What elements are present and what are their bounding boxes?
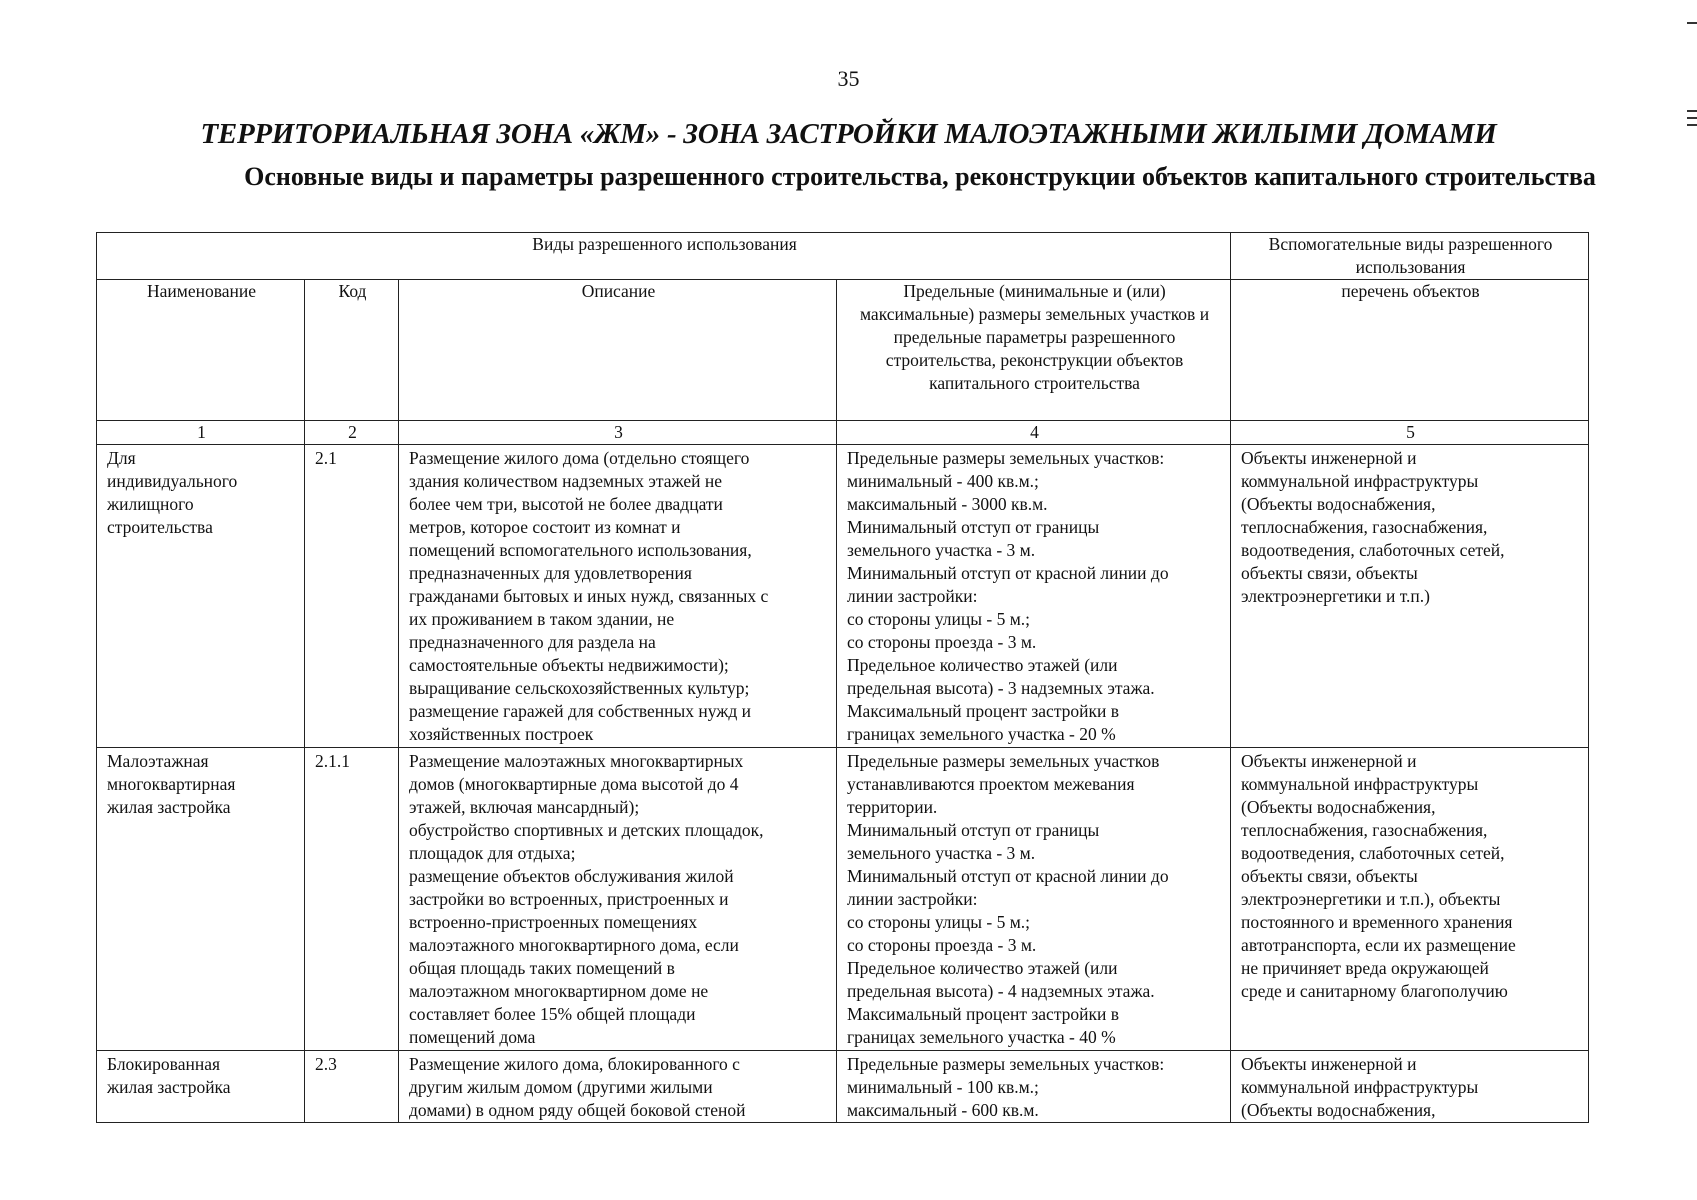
column-number: 4 [837,421,1231,445]
zone-title: ТЕРРИТОРИАЛЬНАЯ ЗОНА «ЖМ» - ЗОНА ЗАСТРОЙКИ МАЛОЭТАЖНЫМИ ЖИЛЫМИ ДОМАМИ [200,118,1497,150]
row-objects: Объекты инженерной и коммунальной инфраструктуры (Объекты водоснабжения, [1231,1051,1589,1123]
row-description: Размещение жилого дома, блокированного с другим жилым домом (другими жилыми домами) в одном ряду общей боковой стеной [399,1051,837,1123]
column-number: 2 [305,421,399,445]
row-code: 2.3 [305,1051,399,1123]
row-description: Размещение жилого дома (отдельно стоящего здания количеством надземных этажей не более чем три, высотой не более двадцати метров, которое состоит из комнат и помещений вспомогательного использования, предназначенных для удовлетворения гражданами бытовых и иных нужд, связанных с их проживанием в таком здании, не предназначенного для раздела на самостоятельные объекты недвижимости); выращивание сельскохозяйственных культур; размещение гаражей для собственных нужд и хозяйственных построек [399,445,837,748]
row-limits: Предельные размеры земельных участков: минимальный - 100 кв.м.; максимальный - 600 кв.м. [837,1051,1231,1123]
group-header-aux: Вспомогательные виды разрешенного использования [1231,233,1589,280]
row-name: Малоэтажная многоквартирная жилая застройка [97,748,305,1051]
row-objects: Объекты инженерной и коммунальной инфраструктуры (Объекты водоснабжения, теплоснабжения, газоснабжения, водоотведения, слаботочных сетей, объекты связи, объекты электроэнергетики и т.п.) [1231,445,1589,748]
column-header-name: Наименование [97,280,305,421]
row-code: 2.1 [305,445,399,748]
column-header-description: Описание [399,280,837,421]
column-number-row [97,421,1589,445]
zoning-table [96,232,1589,1123]
group-header-main: Виды разрешенного использования [97,233,1231,280]
subtitle: Основные виды и параметры разрешенного строительства, реконструкции объектов капитального строительства [244,162,1596,191]
column-header-limits: Предельные (минимальные и (или) максимальные) размеры земельных участков и предельные параметры разрешенного строительства, реконструкции объектов капитального строительства [837,280,1231,421]
row-description: Размещение малоэтажных многоквартирных домов (многоквартирные дома высотой до 4 этажей, включая мансардный); обустройство спортивных и детских площадок, площадок для отдыха; размещение объектов обслуживания жилой застройки во встроенных, пристроенных и встроенно-пристроенных помещениях малоэтажного многоквартирного дома, если общая площадь таких помещений в малоэтажном многоквартирном доме не составляет более 15% общей площади помещений дома [399,748,837,1051]
table-row [97,1051,1589,1123]
column-header-objects: перечень объектов [1231,280,1589,421]
row-name: Блокированная жилая застройка [97,1051,305,1123]
row-limits: Предельные размеры земельных участков: минимальный - 400 кв.м.; максимальный - 3000 кв.м. Минимальный отступ от границы земельного участка - 3 м. Минимальный отступ от красной линии до линии застройки: со стороны улицы - 5 м.; со стороны проезда - 3 м. Предельное количество этажей (или предельная высота) - 3 надземных этажа. Максимальный процент застройки в границах земельного участка - 20 % [837,445,1231,748]
table-row [97,748,1589,1051]
column-header-code: Код [305,280,399,421]
page-number: 35 [837,66,860,91]
row-code: 2.1.1 [305,748,399,1051]
margin-mark-top [1687,22,1697,24]
column-number: 5 [1231,421,1589,445]
column-header-row [97,280,1589,421]
table-row [97,445,1589,748]
row-objects: Объекты инженерной и коммунальной инфраструктуры (Объекты водоснабжения, теплоснабжения, газоснабжения, водоотведения, слаботочных сетей, объекты связи, объекты электроэнергетики и т.п.), объекты постоянного и временного хранения автотранспорта, если их размещение не причиняет вреда окружающей среде и санитарному благополучию [1231,748,1589,1051]
column-number: 3 [399,421,837,445]
group-header-row [97,233,1589,280]
column-number: 1 [97,421,305,445]
row-limits: Предельные размеры земельных участков устанавливаются проектом межевания территории. Минимальный отступ от границы земельного участка - 3 м. Минимальный отступ от красной линии до линии застройки: со стороны улицы - 5 м.; со стороны проезда - 3 м. Предельное количество этажей (или предельная высота) - 4 надземных этажа. Максимальный процент застройки в границах земельного участка - 40 % [837,748,1231,1051]
margin-mark-middle [1687,110,1697,112]
row-name: Для индивидуального жилищного строительства [97,445,305,748]
